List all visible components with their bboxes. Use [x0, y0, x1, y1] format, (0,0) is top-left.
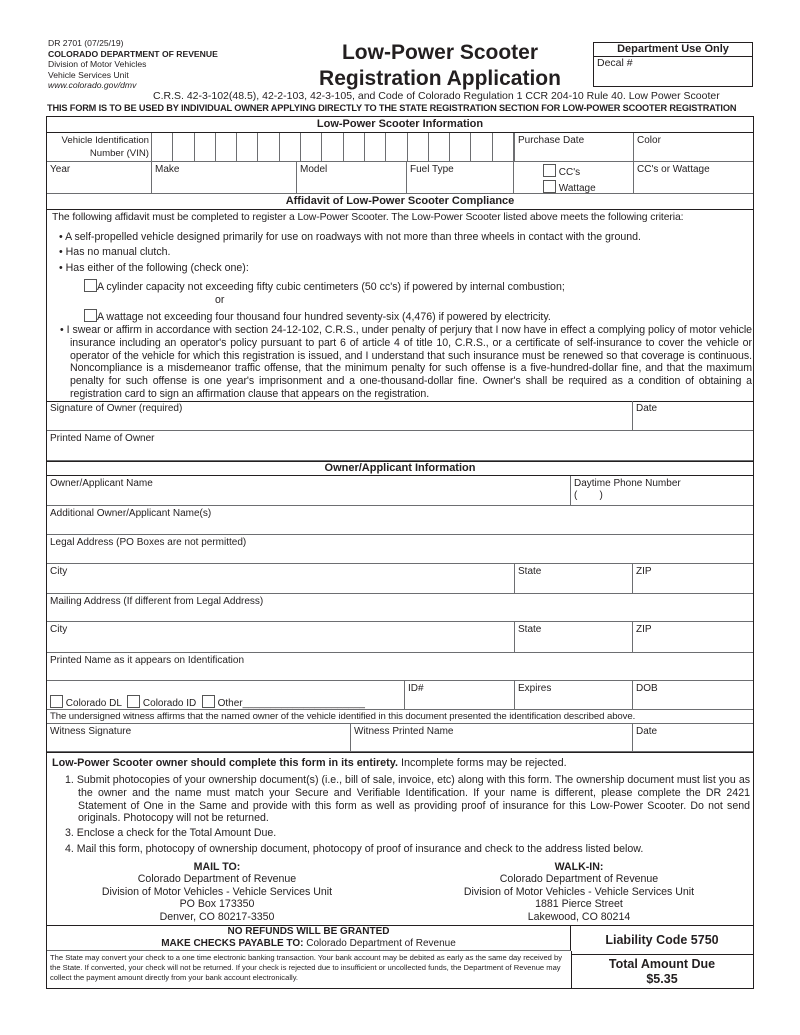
id-type-choice	[47, 681, 405, 710]
mail-to-line: PO Box 173350	[179, 898, 255, 911]
wattage-label: Wattage	[558, 183, 596, 194]
owner-signature-field[interactable]: Signature of Owner (required)	[47, 401, 633, 431]
statutes-text: C.R.S. 42-3-102(48.5), 42-2-103, 42-3-105, and Code of Colorado Regulation 1 CCR 204-10 Rule 40. Low Power Scooter	[153, 90, 720, 102]
printed-id-name-field[interactable]: Printed Name as it appears on Identification	[47, 653, 753, 681]
make-field[interactable]: Make	[152, 162, 297, 194]
vin-character-box[interactable]	[152, 133, 173, 161]
vin-character-box[interactable]	[237, 133, 258, 161]
unit-name: Vehicle Services Unit	[48, 69, 129, 80]
walk-in-heading: WALK-IN:	[554, 861, 604, 873]
application-form	[46, 116, 754, 989]
purchase-date-field[interactable]: Purchase Date	[514, 133, 634, 162]
mailing-state-field[interactable]: State	[515, 622, 633, 653]
instructions-lead-bold: Low-Power Scooter owner should complete this form in its entirety.	[52, 757, 398, 769]
step-text: Submit photocopies of your ownership document(s) (i.e., bill of sale, invoice, etc) along with this form. The ownership document must list you as the owner and the name must match your Secure and Verifiable Identification. If your name is different, please complete the DR 2421 Statement of One in the Same and provide with this form as well as providing proof of insurance for this Low-Power Scooter. Do not send originals. Photocopy will not be returned.	[76, 774, 751, 825]
color-field[interactable]: Color	[634, 133, 753, 162]
instructions-lead	[52, 757, 752, 770]
vin-character-box[interactable]	[280, 133, 301, 161]
check-conversion-notice: The State may convert your check to a one time electronic banking transaction. Your bank account may be debited as early as the same day received by the State. If converted, your check will not be returned. If your check is rejected due to insufficient or uncollected funds, the Department of Revenue may collect the payment amount directly from your bank account electronically.	[50, 953, 563, 982]
phone-area-code: ( )	[574, 490, 603, 501]
mail-to-line: Division of Motor Vehicles - Vehicle Services Unit	[101, 885, 333, 898]
additional-owner-field[interactable]: Additional Owner/Applicant Name(s)	[47, 506, 753, 535]
fuel-type-field[interactable]: Fuel Type	[407, 162, 514, 194]
ccs-checkbox[interactable]	[543, 164, 556, 177]
division-name: Division of Motor Vehicles	[48, 59, 147, 69]
dob-field[interactable]: DOB	[633, 681, 753, 710]
vin-character-box[interactable]	[471, 133, 492, 161]
owner-name-field[interactable]: Owner/Applicant Name	[47, 476, 571, 506]
legal-state-field[interactable]: State	[515, 564, 633, 594]
department-use-box	[593, 42, 753, 87]
instructions-lead-rest: Incomplete forms may be rejected.	[397, 757, 567, 769]
vin-character-box[interactable]	[365, 133, 386, 161]
model-field[interactable]: Model	[297, 162, 407, 194]
step-number: 1.	[65, 774, 74, 786]
witness-date-field[interactable]: Date	[633, 724, 753, 752]
vin-label	[47, 133, 152, 162]
mail-to-heading: MAIL TO:	[193, 861, 241, 873]
divider	[47, 752, 753, 753]
vin-character-box[interactable]	[493, 133, 514, 161]
section-scooter-info: Low-Power Scooter Information	[47, 117, 753, 133]
id-number-field[interactable]: ID#	[405, 681, 515, 710]
department-name: COLORADO DEPARTMENT OF REVENUE	[48, 48, 218, 59]
affidavit-intro: The following affidavit must be completed to register a Low-Power Scooter. The Low-Power Scooter listed above meets the following criteria:	[52, 212, 684, 223]
cylinder-checkbox[interactable]	[84, 279, 97, 292]
title-line-2: Registration Application	[319, 67, 561, 90]
witness-printed-name-field[interactable]: Witness Printed Name	[351, 724, 633, 752]
other-id-field[interactable]: Other______________________	[217, 698, 365, 709]
instruction-step-3	[65, 827, 750, 840]
liability-code: Liability Code 5750	[571, 925, 753, 955]
usage-notice: THIS FORM IS TO BE USED BY INDIVIDUAL OWNER APPLYING DIRECTLY TO THE STATE REGISTRATION SECTION FOR LOW-POWER SCOOTER REGISTRATION	[47, 103, 737, 113]
step-number: 3.	[65, 827, 74, 839]
vin-character-box[interactable]	[408, 133, 429, 161]
option-wattage[interactable]	[84, 309, 744, 324]
vin-label-line-2: Number (VIN)	[89, 147, 149, 159]
mail-to-line: Colorado Department of Revenue	[137, 873, 297, 886]
vin-input-boxes[interactable]	[152, 133, 514, 162]
walk-in-line: Division of Motor Vehicles - Vehicle Services Unit	[463, 885, 695, 898]
vin-character-box[interactable]	[301, 133, 322, 161]
total-amount-box	[571, 957, 753, 987]
vin-character-box[interactable]	[258, 133, 279, 161]
ccs-wattage-choice	[514, 162, 634, 194]
no-refunds-notice: NO REFUNDS WILL BE GRANTED	[227, 926, 390, 937]
title-line-1: Low-Power Scooter	[341, 41, 539, 64]
colorado-id-label: Colorado ID	[142, 698, 197, 709]
id-expires-field[interactable]: Expires	[515, 681, 633, 710]
refund-payable-notice	[47, 925, 571, 951]
mail-to-address	[67, 861, 367, 923]
vin-character-box[interactable]	[195, 133, 216, 161]
colorado-id-checkbox[interactable]	[127, 695, 140, 708]
walk-in-line: 1881 Pierce Street	[535, 898, 623, 911]
mail-to-line: Denver, CO 80217-3350	[159, 910, 275, 923]
form-number: DR 2701 (07/25/19)	[48, 38, 124, 48]
step-text: Enclose a check for the Total Amount Due.	[76, 827, 277, 839]
walk-in-line: Colorado Department of Revenue	[499, 873, 659, 886]
cylinder-label: A cylinder capacity not exceeding fifty cubic centimeters (50 cc's) if powered by internal combustion;	[97, 281, 565, 293]
total-amount-label: Total Amount Due	[608, 957, 716, 971]
website-link[interactable]: www.colorado.gov/dmv	[48, 80, 137, 90]
vin-character-box[interactable]	[344, 133, 365, 161]
electric-wattage-label: A wattage not exceeding four thousand four hundred seventy-six (4,476) if powered by electricity.	[97, 311, 551, 323]
vin-label-line-1: Vehicle Identification	[61, 135, 149, 146]
page-title	[300, 40, 580, 92]
insurance-affirmation: • I swear or affirm in accordance with section 24-12-102, C.R.S., under penalty of perjury that I now have in effect a complying policy of motor vehicle insurance including an operator's policy pursuant to part 6 of article 4 of title 10, C.R.S., or a certificate of self-insurance to cover the vehicle or operator of the vehicle for which this registration is issued, and I understand that such insurance must be renewed so that coverage is continuous. Noncompliance is a misdemeanor traffic offense, that the minimum penalty for such offense is a five-hundred-dollar fine, and that the maximum penalty for such offense is one year's imprisonment and a one-thousand-dollar fine. Owner's shall be required as a condition of obtaining a registration card to sign an affirmation clause that appears on the registration.	[60, 324, 752, 400]
ccs-or-wattage-field[interactable]: CC's or Wattage	[634, 162, 753, 194]
electric-wattage-checkbox[interactable]	[84, 309, 97, 322]
instruction-step-4	[65, 843, 750, 856]
legal-zip-field[interactable]: ZIP	[633, 564, 753, 594]
instruction-step-1	[65, 774, 750, 825]
or-separator: or	[215, 294, 225, 306]
phone-label: Daytime Phone Number	[574, 478, 681, 489]
section-affidavit: Affidavit of Low-Power Scooter Compliance	[47, 194, 753, 210]
step-number: 4.	[65, 843, 74, 855]
walk-in-line: Lakewood, CO 80214	[527, 910, 631, 923]
printed-owner-name-field[interactable]: Printed Name of Owner	[47, 431, 753, 461]
vin-character-box[interactable]	[322, 133, 343, 161]
signature-date-field[interactable]: Date	[633, 401, 753, 431]
decal-number-field[interactable]: Decal #	[597, 57, 633, 69]
total-amount-value: $5.35	[646, 972, 678, 986]
colorado-dl-label: Colorado DL	[65, 698, 122, 709]
department-use-title: Department Use Only	[594, 43, 752, 57]
other-id-checkbox[interactable]	[202, 695, 215, 708]
mailing-zip-field[interactable]: ZIP	[633, 622, 753, 653]
legal-city-field[interactable]: City	[47, 564, 515, 594]
criterion-three-wheels: • A self-propelled vehicle designed primarily for use on roadways with not more than three wheels in contact with the ground.	[59, 231, 641, 243]
mailing-city-field[interactable]: City	[47, 622, 515, 653]
vin-character-box[interactable]	[173, 133, 194, 161]
colorado-dl-checkbox[interactable]	[50, 695, 63, 708]
criterion-check-one: • Has either of the following (check one):	[59, 262, 249, 274]
section-owner-info: Owner/Applicant Information	[47, 461, 753, 476]
daytime-phone-field[interactable]	[571, 476, 753, 506]
payable-label: MAKE CHECKS PAYABLE TO:	[161, 938, 304, 949]
vin-character-box[interactable]	[216, 133, 237, 161]
walk-in-address	[429, 861, 729, 923]
witness-statement: The undersigned witness affirms that the named owner of the vehicle identified in this document presented the identification described above.	[47, 710, 753, 724]
vin-character-box[interactable]	[386, 133, 407, 161]
wattage-checkbox[interactable]	[543, 180, 556, 193]
year-field[interactable]: Year	[47, 162, 152, 194]
mailing-address-field[interactable]: Mailing Address (If different from Legal Address)	[47, 594, 753, 622]
vin-character-box[interactable]	[429, 133, 450, 161]
option-cylinder[interactable]	[84, 279, 744, 294]
step-text: Mail this form, photocopy of ownership document, photocopy of proof of insurance and check to the address listed below.	[76, 843, 644, 855]
criterion-no-clutch: • Has no manual clutch.	[59, 246, 171, 258]
legal-address-field[interactable]: Legal Address (PO Boxes are not permitted)	[47, 535, 753, 564]
form-header-agency	[48, 38, 218, 91]
ccs-option[interactable]	[543, 164, 630, 180]
vin-character-box[interactable]	[450, 133, 471, 161]
witness-signature-field[interactable]: Witness Signature	[47, 724, 351, 752]
ccs-label: CC's	[558, 167, 581, 178]
payable-to: Colorado Department of Revenue	[303, 938, 456, 949]
